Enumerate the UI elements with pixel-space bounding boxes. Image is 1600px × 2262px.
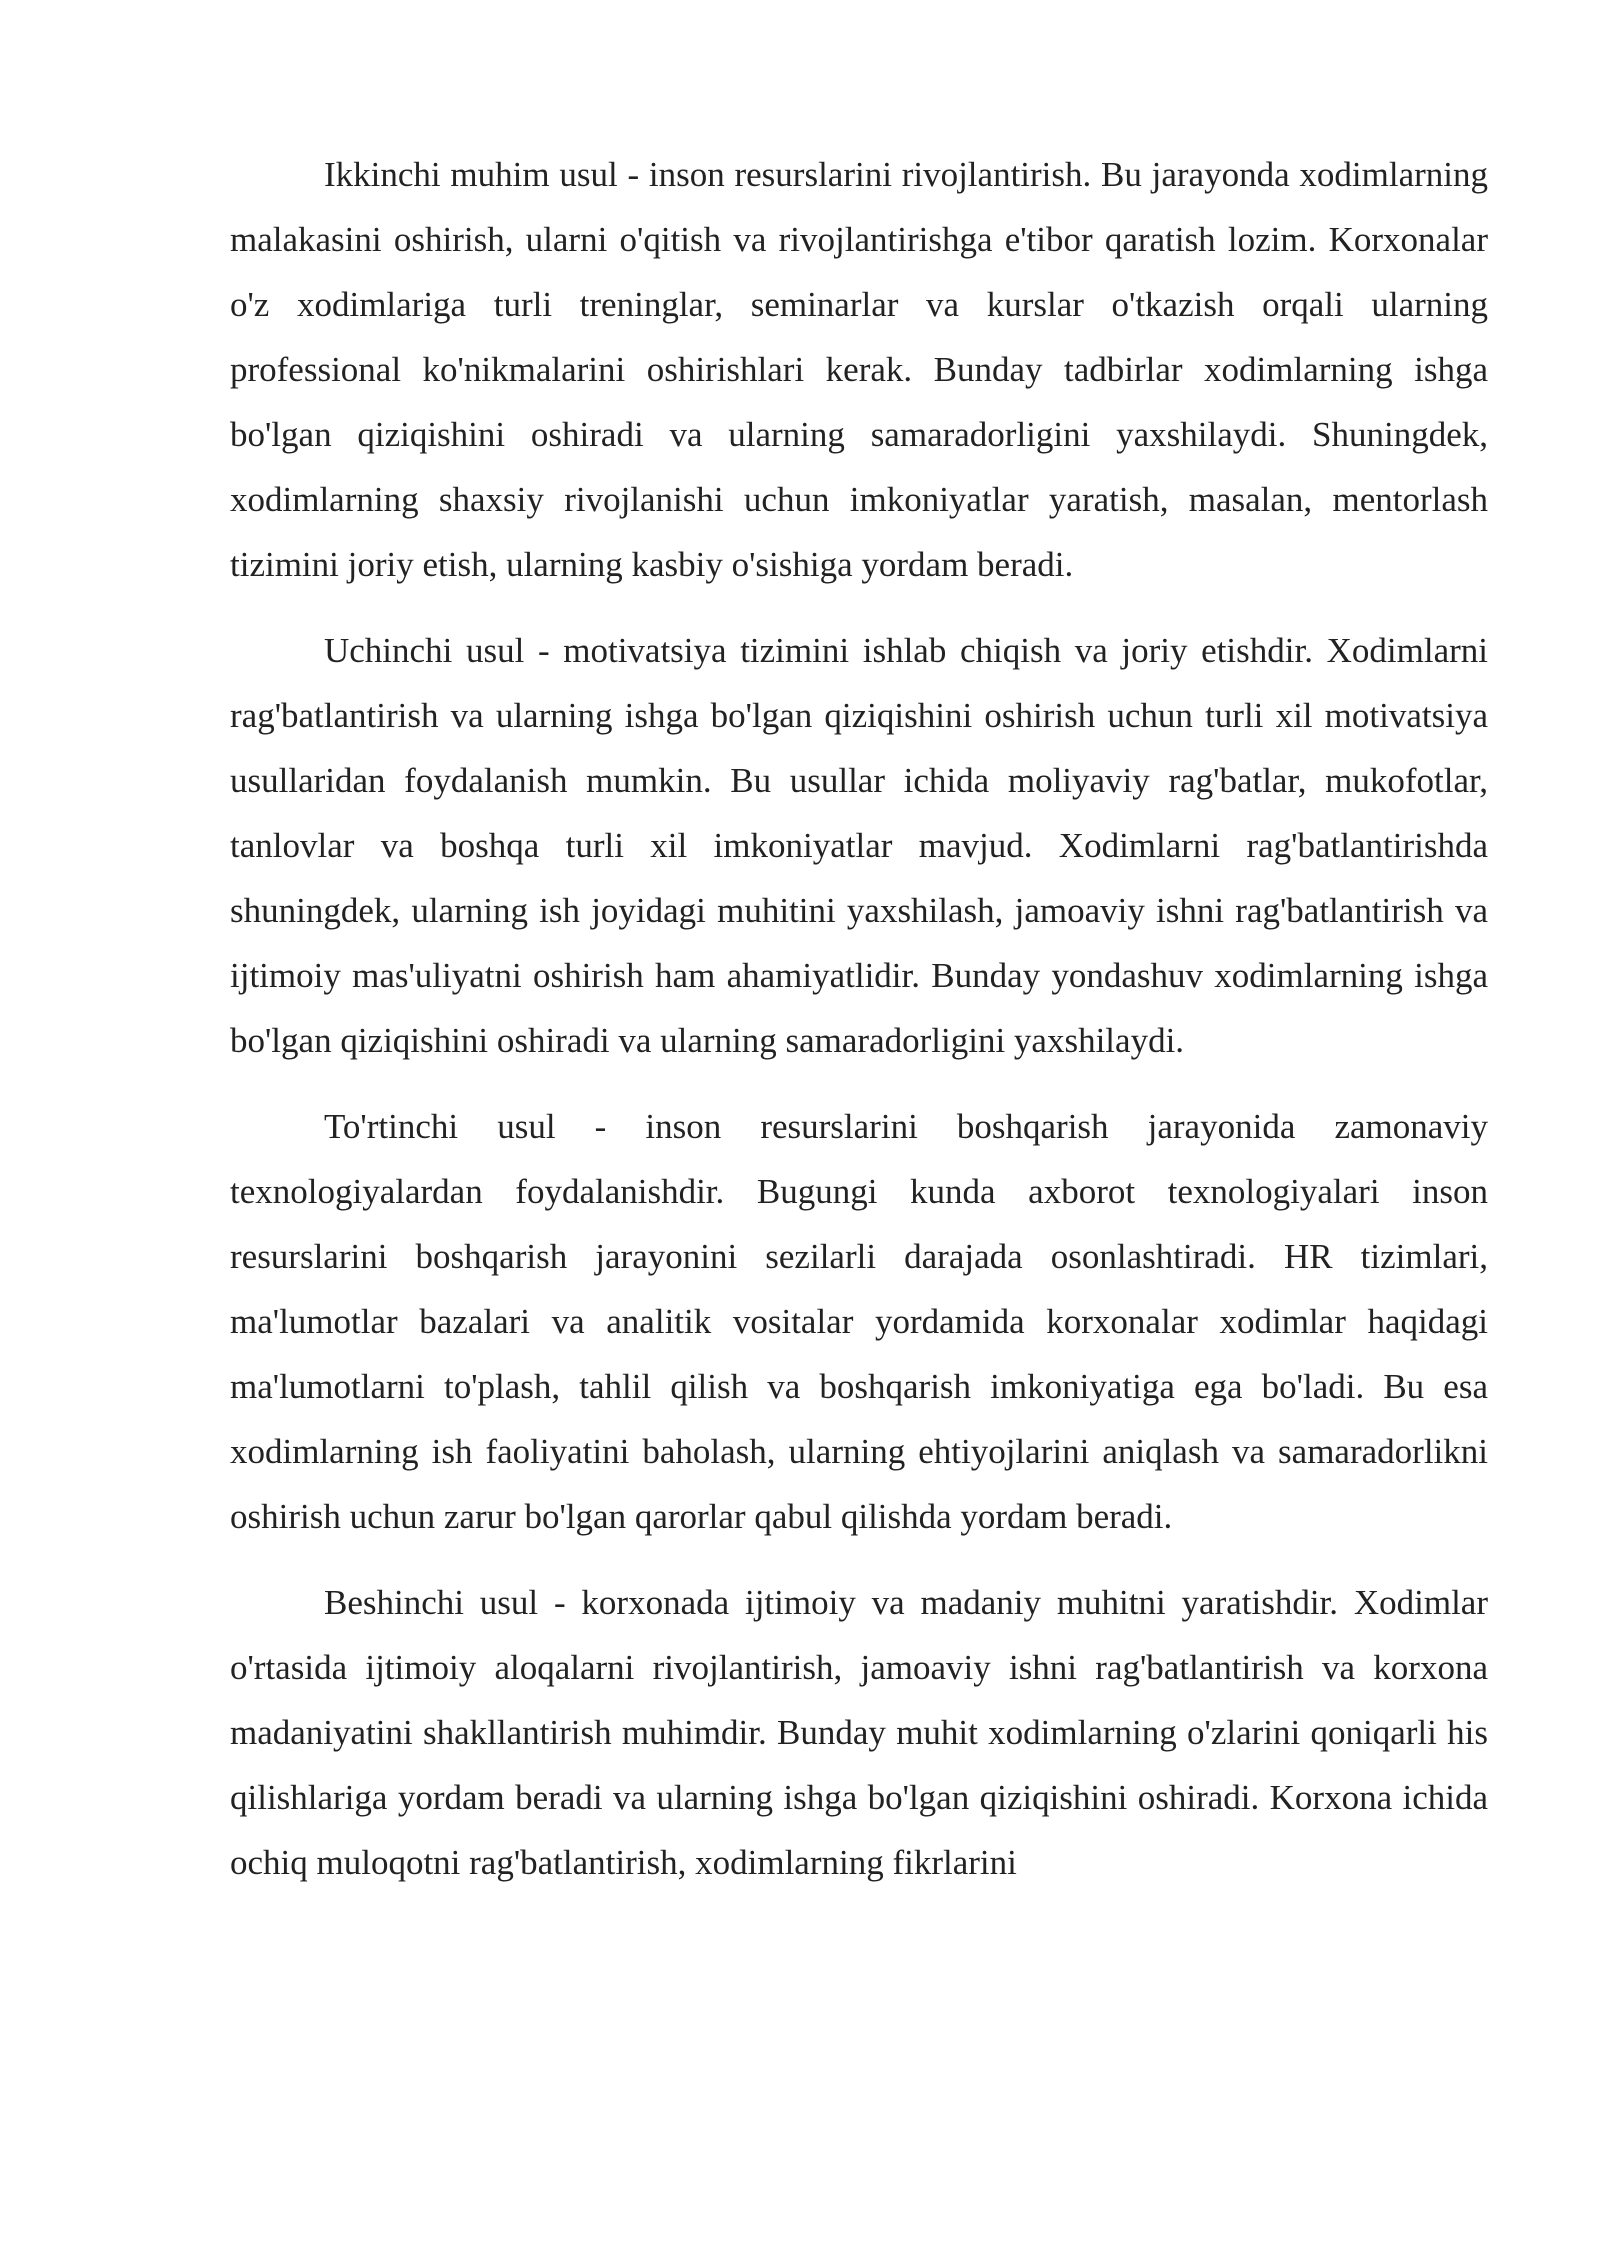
paragraph-1: Ikkinchi muhim usul - inson resurslarini rivojlantirish. Bu jarayonda xodimlarning malakasini oshirish, ularni o'qitish va rivojlantirishga e'tibor qaratish lozim. Korxonalar o'z xodimlariga turli treninglar, seminarlar va kurslar o'tkazish orqali ularning professional ko'nikmalarini oshirishlari kerak. Bunday tadbirlar xodimlarning ishga bo'lgan qiziqishini oshiradi va ularning samaradorligini yaxshilaydi. Shuningdek, xodimlarning shaxsiy rivojlanishi uchun imkoniyatlar yaratish, masalan, mentorlash tizimini joriy etish, ularning kasbiy o'sishiga yordam beradi. (230, 155, 1488, 584)
page-body (230, 142, 1488, 1916)
paragraph-2: Uchinchi usul - motivatsiya tizimini ishlab chiqish va joriy etishdir. Xodimlarni rag'batlantirish va ularning ishga bo'lgan qiziqishini oshirish uchun turli xil motivatsiya usullaridan foydalanish mumkin. Bu usullar ichida moliyaviy rag'batlar, mukofotlar, tanlovlar va boshqa turli xil imkoniyatlar mavjud. Xodimlarni rag'batlantirishda shuningdek, ularning ish joyidagi muhitini yaxshilash, jamoaviy ishni rag'batlantirish va ijtimoiy mas'uliyatni oshirish ham ahamiyatlidir. Bunday yondashuv xodimlarning ishga bo'lgan qiziqishini oshiradi va ularning samaradorligini yaxshilaydi. (230, 631, 1488, 1060)
paragraph-4: Beshinchi usul - korxonada ijtimoiy va madaniy muhitni yaratishdir. Xodimlar o'rtasida ijtimoiy aloqalarni rivojlantirish, jamoaviy ishni rag'batlantirish va korxona madaniyatini shakllantirish muhimdir. Bunday muhit xodimlarning o'zlarini qoniqarli his qilishlariga yordam beradi va ularning ishga bo'lgan qiziqishini oshiradi. Korxona ichida ochiq muloqotni rag'batlantirish, xodimlarning fikrlarini (230, 1583, 1488, 1882)
paragraph-3: To'rtinchi usul - inson resurslarini boshqarish jarayonida zamonaviy texnologiyalardan foydalanishdir. Bugungi kunda axborot texnologiyalari inson resurslarini boshqarish jarayonini sezilarli darajada osonlashtiradi. HR tizimlari, ma'lumotlar bazalari va analitik vositalar yordamida korxonalar xodimlar haqidagi ma'lumotlarni to'plash, tahlil qilish va boshqarish imkoniyatiga ega bo'ladi. Bu esa xodimlarning ish faoliyatini baholash, ularning ehtiyojlarini aniqlash va samaradorlikni oshirish uchun zarur bo'lgan qarorlar qabul qilishda yordam beradi. (230, 1107, 1488, 1536)
